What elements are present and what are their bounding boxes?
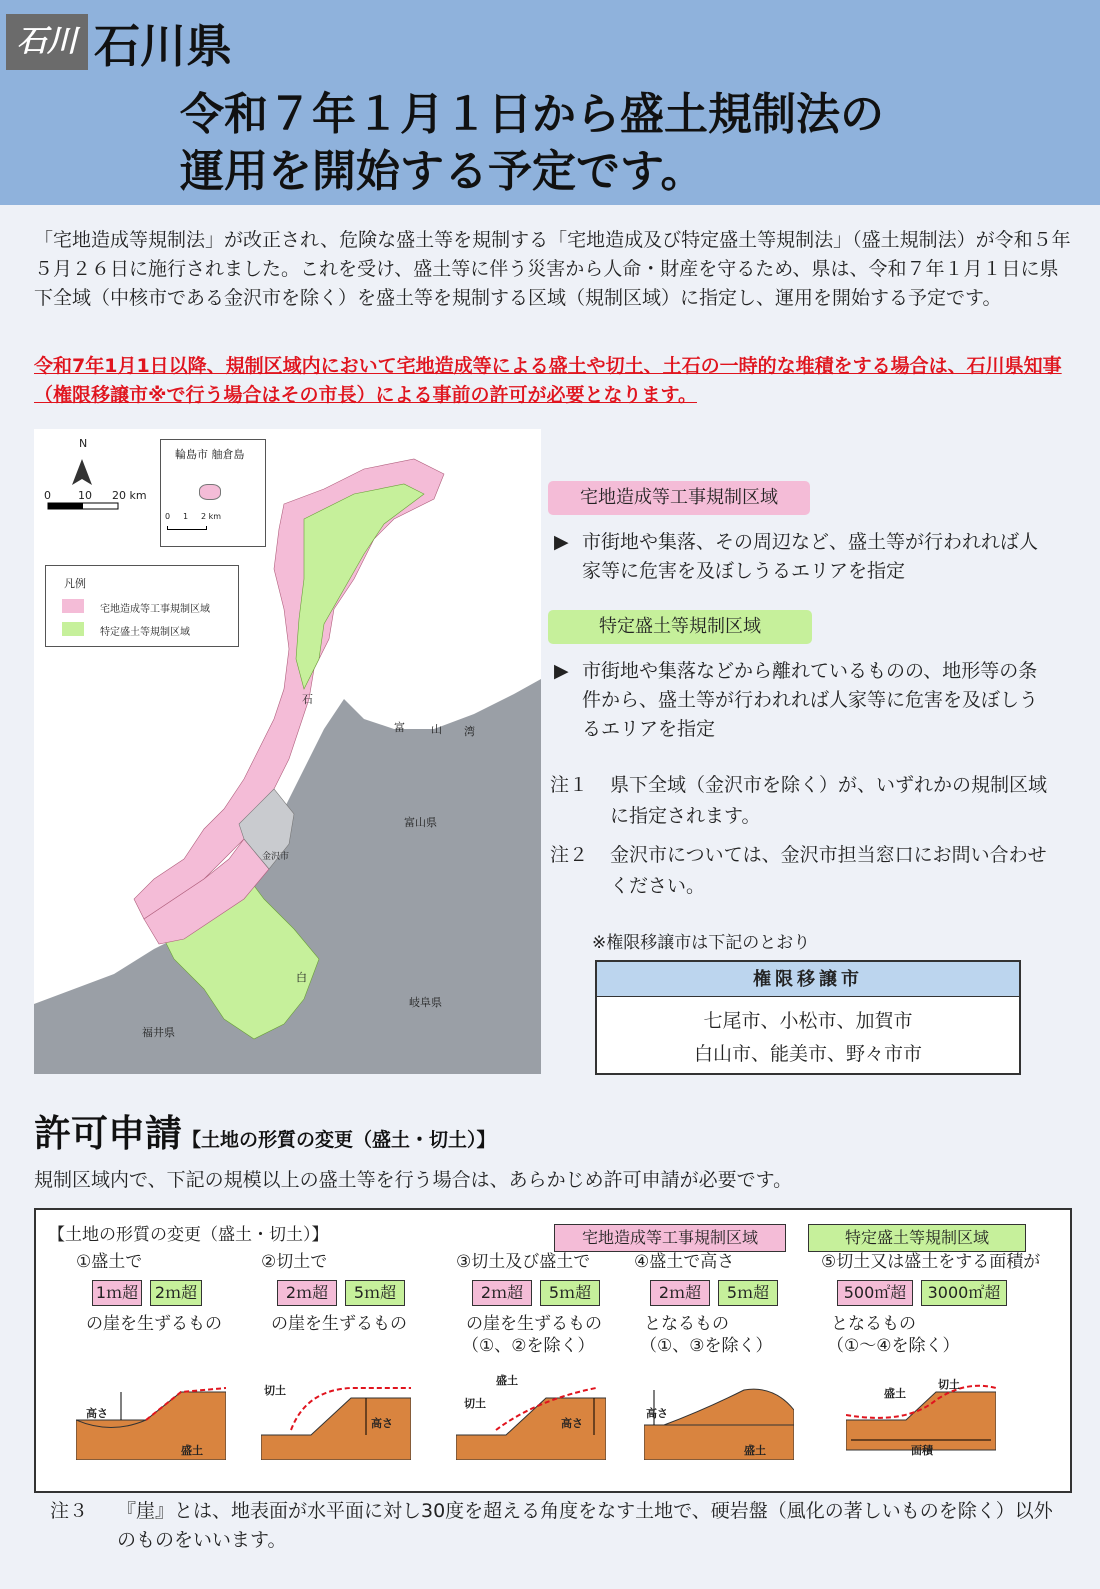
case-exclusion: （①、③を除く） (640, 1336, 773, 1356)
box-tag-green: 特定盛土等規制区域 (808, 1224, 1026, 1252)
note-2 (550, 840, 1060, 902)
label-ishi: 石 (302, 693, 313, 706)
zone-green-tag: 特定盛土等規制区域 (548, 610, 812, 644)
case-pink-threshold: 1ｍ超 (92, 1280, 142, 1306)
case-desc: の崖を生ずるもの (466, 1314, 602, 1334)
case-pink-threshold: 2ｍ超 (472, 1280, 532, 1306)
label-sea-3: 湾 (464, 725, 475, 738)
diag2-height: 高さ (371, 1417, 393, 1430)
footnote-label: 注３ (50, 1500, 89, 1522)
zone-pink-desc-text: 市街地や集落、その周辺など、盛土等が行われれば人家等に危害を及ぼしうるエリアを指定 (582, 531, 1039, 582)
prefecture-name: 石川県 (94, 19, 232, 73)
case-green-threshold: 2ｍ超 (150, 1280, 202, 1306)
footnote-3 (50, 1497, 1060, 1555)
legend-green-swatch (62, 622, 84, 636)
zone-green-desc (554, 657, 1054, 744)
case-desc: となるもの (644, 1314, 729, 1334)
note-2-label: 注２ (550, 844, 589, 866)
transfer-table-header: 権限移譲市 (597, 962, 1019, 997)
page-title-line2: 運用を開始する予定です。 (180, 146, 705, 197)
case-green-threshold: 3000㎡超 (921, 1280, 1007, 1306)
permit-subtitle: 【土地の形質の変更（盛土・切土）】 (182, 1129, 496, 1151)
case-title: ④盛土で高さ (634, 1252, 735, 1272)
diag3-height: 高さ (561, 1417, 583, 1430)
diag2-cut: 切土 (264, 1384, 286, 1397)
transfer-table (595, 960, 1021, 1075)
legend-green-label: 特定盛土等規制区域 (100, 627, 190, 638)
prefecture-logo: 石川 (6, 14, 88, 70)
zone-green-desc-text: 市街地や集落などから離れているものの、地形等の条件から、盛土等が行われれば人家等に危害を及ぼしうるエリアを指定 (582, 660, 1039, 740)
zone-pink-tag: 宅地造成等工事規制区域 (548, 481, 810, 515)
diag1-height: 高さ (86, 1407, 108, 1420)
permit-title: 許可申請 (34, 1112, 182, 1155)
legend-pink-swatch (62, 599, 84, 613)
case-green-threshold: 5ｍ超 (718, 1280, 778, 1306)
case-green-threshold: 5ｍ超 (540, 1280, 600, 1306)
diag4-fill: 盛土 (744, 1444, 766, 1457)
diagram-cut-fill (456, 1380, 606, 1460)
case-pink-threshold: 2ｍ超 (277, 1280, 337, 1306)
case-desc: の崖を生ずるもの (86, 1314, 222, 1334)
label-shiro: 白 (296, 971, 307, 984)
label-sea-2: 山 (431, 723, 442, 736)
permit-section-title (34, 1103, 496, 1157)
zone-pink-desc (554, 528, 1054, 586)
transfer-note: ※権限移譲市は下記のとおり (592, 933, 811, 953)
case-exclusion: （①～④を除く） (827, 1336, 960, 1356)
diag5-fill: 盛土 (884, 1387, 906, 1400)
transfer-table-row1: 七尾市、小松市、加賀市 (703, 1010, 913, 1032)
case-title: ⑤切土又は盛土をする面積が (821, 1252, 1041, 1272)
diag3-cut: 切土 (464, 1397, 486, 1410)
box-title: 【土地の形質の変更（盛土・切土）】 (48, 1225, 329, 1245)
case-title: ②切土で (261, 1252, 328, 1272)
box-tag-pink: 宅地造成等工事規制区域 (554, 1224, 786, 1252)
inset-island (199, 484, 221, 500)
note-1-text: 県下全域（金沢市を除く）が、いずれかの規制区域に指定されます。 (610, 774, 1048, 827)
diag3-fill: 盛土 (496, 1374, 518, 1387)
transfer-table-row2: 白山市、能美市、野々市市 (693, 1043, 922, 1065)
inset-scale-bar (167, 526, 207, 530)
scale-bar-black (48, 503, 83, 509)
inset-scale-1: 1 (183, 512, 189, 521)
label-gifu: 岐阜県 (409, 996, 442, 1009)
label-kanazawa: 金沢市 (262, 852, 290, 862)
legend-pink-label: 宅地造成等工事規制区域 (100, 604, 210, 615)
permit-description: 規制区域内で、下記の規模以上の盛土等を行う場合は、あらかじめ許可申請が必要です。 (34, 1169, 793, 1191)
label-toyama: 富山県 (404, 816, 437, 829)
case-desc: となるもの (831, 1314, 916, 1334)
intro-paragraph: 「宅地造成等規制法」が改正され、危険な盛土等を規制する「宅地造成及び特定盛土等規制法」（盛土規制法）が令和５年５月２６日に施行されました。これを受け、盛土等に伴う災害から人命・財産を守るため、県は、令和７年１月１日に県下全域（中核市である金沢市を除く）を盛土等を規制する区域（規制区域）に指定し、運用を開始する予定です。 (34, 229, 1071, 309)
label-fukui: 福井県 (142, 1026, 175, 1039)
legend-title: 凡例 (64, 577, 86, 590)
map-legend (45, 565, 239, 647)
inset-scale-0: 0 (165, 512, 171, 521)
header-banner (0, 0, 1100, 205)
inset-scale-2: 2 km (201, 512, 222, 521)
case-green-threshold: 5ｍ超 (345, 1280, 405, 1306)
page-title-line1: 令和７年１月１日から盛土規制法の (180, 89, 884, 140)
note-1 (550, 770, 1060, 832)
warning-text: 令和7年1月1日以降、規制区域内において宅地造成等による盛土や切土、土石の一時的な堆積をする場合は、石川県知事（権限移譲市※で行う場合はその市長）による事前の許可が必要となります。 (34, 355, 1062, 406)
diag4-height: 高さ (646, 1407, 668, 1420)
note-2-text: 金沢市については、金沢市担当窓口にお問い合わせください。 (610, 844, 1047, 897)
bullet-icon: ▶ (554, 531, 569, 553)
map-graphic (34, 429, 541, 1074)
label-sea-1: 富 (394, 721, 405, 734)
scale-20: 20 km (112, 489, 147, 502)
scale-10: 10 (78, 489, 92, 502)
case-desc: の崖を生ずるもの (271, 1314, 407, 1334)
case-title: ①盛土で (76, 1252, 143, 1272)
permit-criteria-box (34, 1208, 1072, 1493)
case-title: ③切土及び盛土で (456, 1252, 591, 1272)
north-label: N (79, 437, 88, 450)
case-pink-threshold: 2ｍ超 (650, 1280, 710, 1306)
footnote-text: 『崖』とは、地表面が水平面に対し30度を超える角度をなす土地で、硬岩盤（風化の著しいものを除く）以外のものをいいます。 (117, 1500, 1053, 1551)
scale-0: 0 (44, 489, 51, 502)
case-exclusion: （①、②を除く） (462, 1336, 595, 1356)
inset-title: 輪島市 舳倉島 (175, 448, 245, 461)
bullet-icon: ▶ (554, 660, 569, 682)
diag5-area: 面積 (911, 1444, 933, 1457)
inset-map (160, 439, 266, 547)
regulation-map (34, 429, 541, 1074)
diag1-fill: 盛土 (181, 1444, 203, 1457)
note-1-label: 注１ (550, 774, 589, 796)
diag5-cut: 切土 (938, 1378, 960, 1391)
case-pink-threshold: 500㎡超 (837, 1280, 913, 1306)
